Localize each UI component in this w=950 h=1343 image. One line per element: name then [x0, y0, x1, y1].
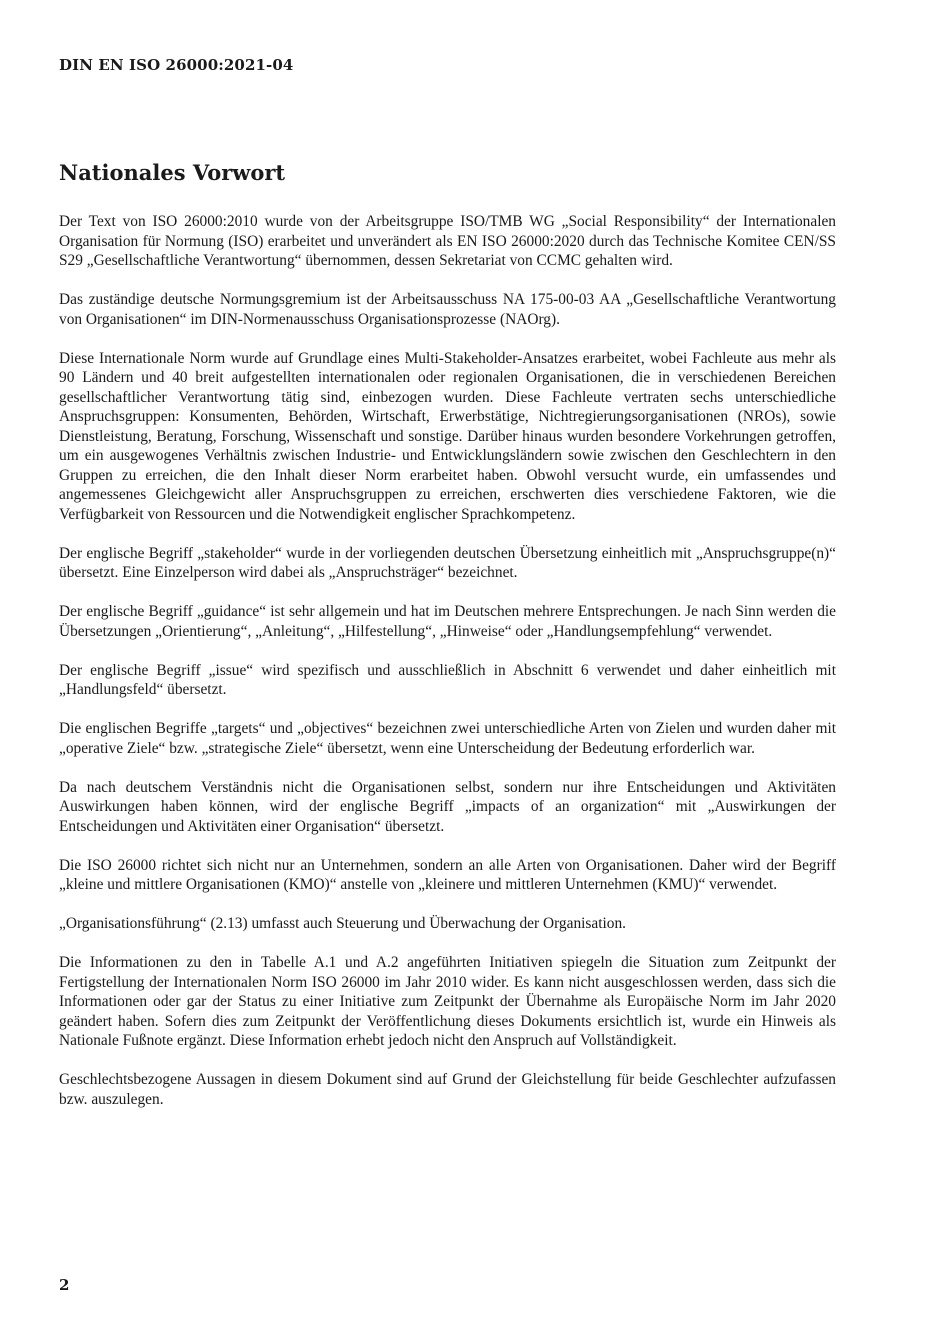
paragraph: Diese Internationale Norm wurde auf Grundlage eines Multi-Stakeholder-Ansatzes erarbeitet, wobei Fachleute aus mehr als 90 Ländern und 40 breit aufgestellten internationalen oder regionalen Organisationen, die in verschiedenen Bereichen gesellschaftlicher Verantwortung tätig sind, einbezogen wurden. Diese Fachleute vertraten sechs unterschiedliche Anspruchsgruppen: Konsumenten, Behörden, Wirtschaft, Erwerbstätige, Nichtregierungsorganisationen (NROs), sowie Dienstleistung, Beratung, Forschung, Wissenschaft und sonstige. Darüber hinaus wurden besondere Vorkehrungen getroffen, um ein ausgewogenes Verhältnis zwischen Industrie- und Entwicklungsländern sowie zwischen den Geschlechtern in den Gruppen zu erreichen, die den Inhalt dieser Norm erarbeitet haben. Obwohl versucht wurde, ein umfassendes und angemessenes Gleichgewicht aller Anspruchsgruppen zu erreichen, erschwerten dies verschiedene Faktoren, wie die Verfügbarkeit von Ressourcen und die Notwendigkeit englischer Sprachkompetenz. [59, 349, 836, 523]
paragraph: Der englische Begriff „stakeholder“ wurde in der vorliegenden deutschen Übersetzung einheitlich mit „Anspruchsgruppe(n)“ übersetzt. Eine Einzelperson wird dabei als „Anspruchsträger“ bezeichnet. [59, 544, 836, 581]
paragraph: Der englische Begriff „issue“ wird spezifisch und ausschließlich in Abschnitt 6 verwendet und daher einheitlich mit „Handlungsfeld“ übersetzt. [59, 661, 836, 698]
paragraph: Da nach deutschem Verständnis nicht die Organisationen selbst, sondern nur ihre Entscheidungen und Aktivitäten Auswirkungen haben können, wird der englische Begriff „impacts of an organization“ mit „Auswirkungen der Entscheidungen und Aktivitäten einer Organisation“ übersetzt. [59, 778, 836, 835]
body-text [59, 212, 836, 1129]
paragraph: „Organisationsführung“ (2.13) umfasst auch Steuerung und Überwachung der Organisation. [59, 915, 627, 932]
paragraph: Geschlechtsbezogene Aussagen in diesem Dokument sind auf Grund der Gleichstellung für beide Geschlechter aufzufassen bzw. auszulegen. [59, 1071, 836, 1108]
paragraph: Die ISO 26000 richtet sich nicht nur an Unternehmen, sondern an alle Arten von Organisationen. Daher wird der Begriff „kleine und mittlere Organisationen (KMO)“ anstelle von „kleinere und mittleren Unternehmen (KMU)“ verwendet. [59, 856, 836, 893]
paragraph: Der englische Begriff „guidance“ ist sehr allgemein und hat im Deutschen mehrere Entsprechungen. Je nach Sinn werden die Übersetzungen „Orientierung“, „Anleitung“, „Hilfestellung“, „Hinweise“ oder „Handlungsempfehlung“ verwendet. [59, 603, 836, 640]
paragraph: Das zuständige deutsche Normungsgremium ist der Arbeitsausschuss NA 175-00-03 AA „Gesellschaftliche Verantwortung von Organisationen“ im DIN-Normenausschuss Organisationsprozesse (NAOrg). [59, 291, 836, 328]
paragraph: Der Text von ISO 26000:2010 wurde von der Arbeitsgruppe ISO/TMB WG „Social Responsibility“ der Internationalen Organisation für Normung (ISO) erarbeitet und unverändert als EN ISO 26000:2020 durch das Technische Komitee CEN/SS S29 „Gesellschaftliche Verantwortung“ übernommen, dessen Sekretariat von CCMC gehalten wird. [59, 213, 836, 269]
paragraph: Die englischen Begriffe „targets“ und „objectives“ bezeichnen zwei unterschiedliche Arten von Zielen und wurden daher mit „operative Ziele“ bzw. „strategische Ziele“ übersetzt, wenn eine Unterscheidung der Bedeutung erforderlich war. [59, 720, 836, 757]
page-number: 2 [59, 1276, 70, 1294]
paragraph: Die Informationen zu den in Tabelle A.1 und A.2 angeführten Initiativen spiegeln die Situation zum Zeitpunkt der Fertigstellung der Internationalen Norm ISO 26000 im Jahr 2010 wider. Es kann nicht ausgeschlossen werden, dass sich die Informationen oder gar der Status zu einer Initiative zum Zeitpunkt der Übernahme als Europäische Norm im Jahr 2020 geändert haben. Sofern dies zum Zeitpunkt der Veröffentlichung dieses Dokuments ersichtlich ist, wurde ein Hinweis als Nationale Fußnote ergänzt. Diese Information erhebt jedoch nicht den Anspruch auf Vollständigkeit. [59, 954, 836, 1049]
section-title: Nationales Vorwort [59, 160, 286, 185]
document-id: DIN EN ISO 26000:2021-04 [59, 56, 294, 74]
